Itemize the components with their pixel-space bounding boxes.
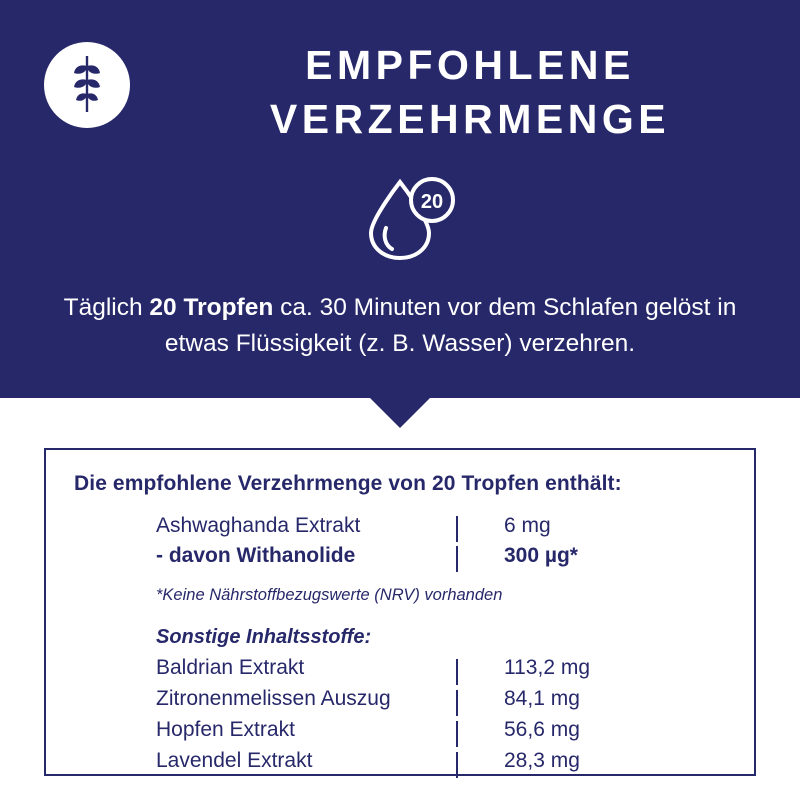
row-divider [456,546,458,572]
other-ingredients-list [156,656,716,780]
ingredients-card [44,448,756,776]
hero-notch-arrow [370,398,430,428]
hero-instruction [40,290,760,362]
row-divider [456,659,458,685]
leaf-circle-logo [44,42,130,128]
ingredient-value: 56,6 mg [504,718,580,741]
row-divider [456,516,458,542]
ingredient-name: Ashwaghanda Extrakt [156,514,361,537]
table-row [156,749,716,780]
instruction-post: ca. 30 Minuten vor dem Schlafen gelöst in etwas Flüssigkeit (z. B. Wasser) verzehren. [164,294,737,357]
ingredient-name: Zitronenmelissen Auszug [156,687,391,710]
drop-value-text: 20 [420,191,444,213]
other-ingredients-heading: Sonstige Inhaltsstoffe: [156,626,372,648]
ingredient-value: 6 mg [504,514,551,537]
nrv-footnote: *Keine Nährstoffbezugswerte (NRV) vorhanden [156,586,503,604]
ingredient-name: Baldrian Extrakt [156,656,305,679]
row-divider [456,690,458,716]
main-ingredients-list [156,514,716,574]
row-divider [456,721,458,747]
table-row [156,514,716,544]
table-row [156,687,716,718]
card-title: Die empfohlene Verzehrmenge von 20 Tropfen enthält: [74,472,622,495]
table-row [156,656,716,687]
ingredient-name: Hopfen Extrakt [156,718,295,741]
hero-title: EMPFOHLENE VERZEHRMENGE [269,42,671,142]
hero-panel [0,0,800,398]
row-divider [456,752,458,778]
instruction-pre: Täglich [63,294,150,321]
ingredient-value: 28,3 mg [504,749,580,772]
ingredient-name: Lavendel Extrakt [156,749,313,772]
ingredient-value: 84,1 mg [504,687,580,710]
ingredient-name: - davon Withanolide [156,544,356,567]
table-row [156,544,716,574]
drop-dosage-icon-group [0,176,800,260]
ingredient-value: 113,2 mg [504,656,590,679]
ingredient-value: 300 µg* [504,544,578,567]
instruction-bold: 20 Tropfen [149,294,274,321]
table-row [156,718,716,749]
